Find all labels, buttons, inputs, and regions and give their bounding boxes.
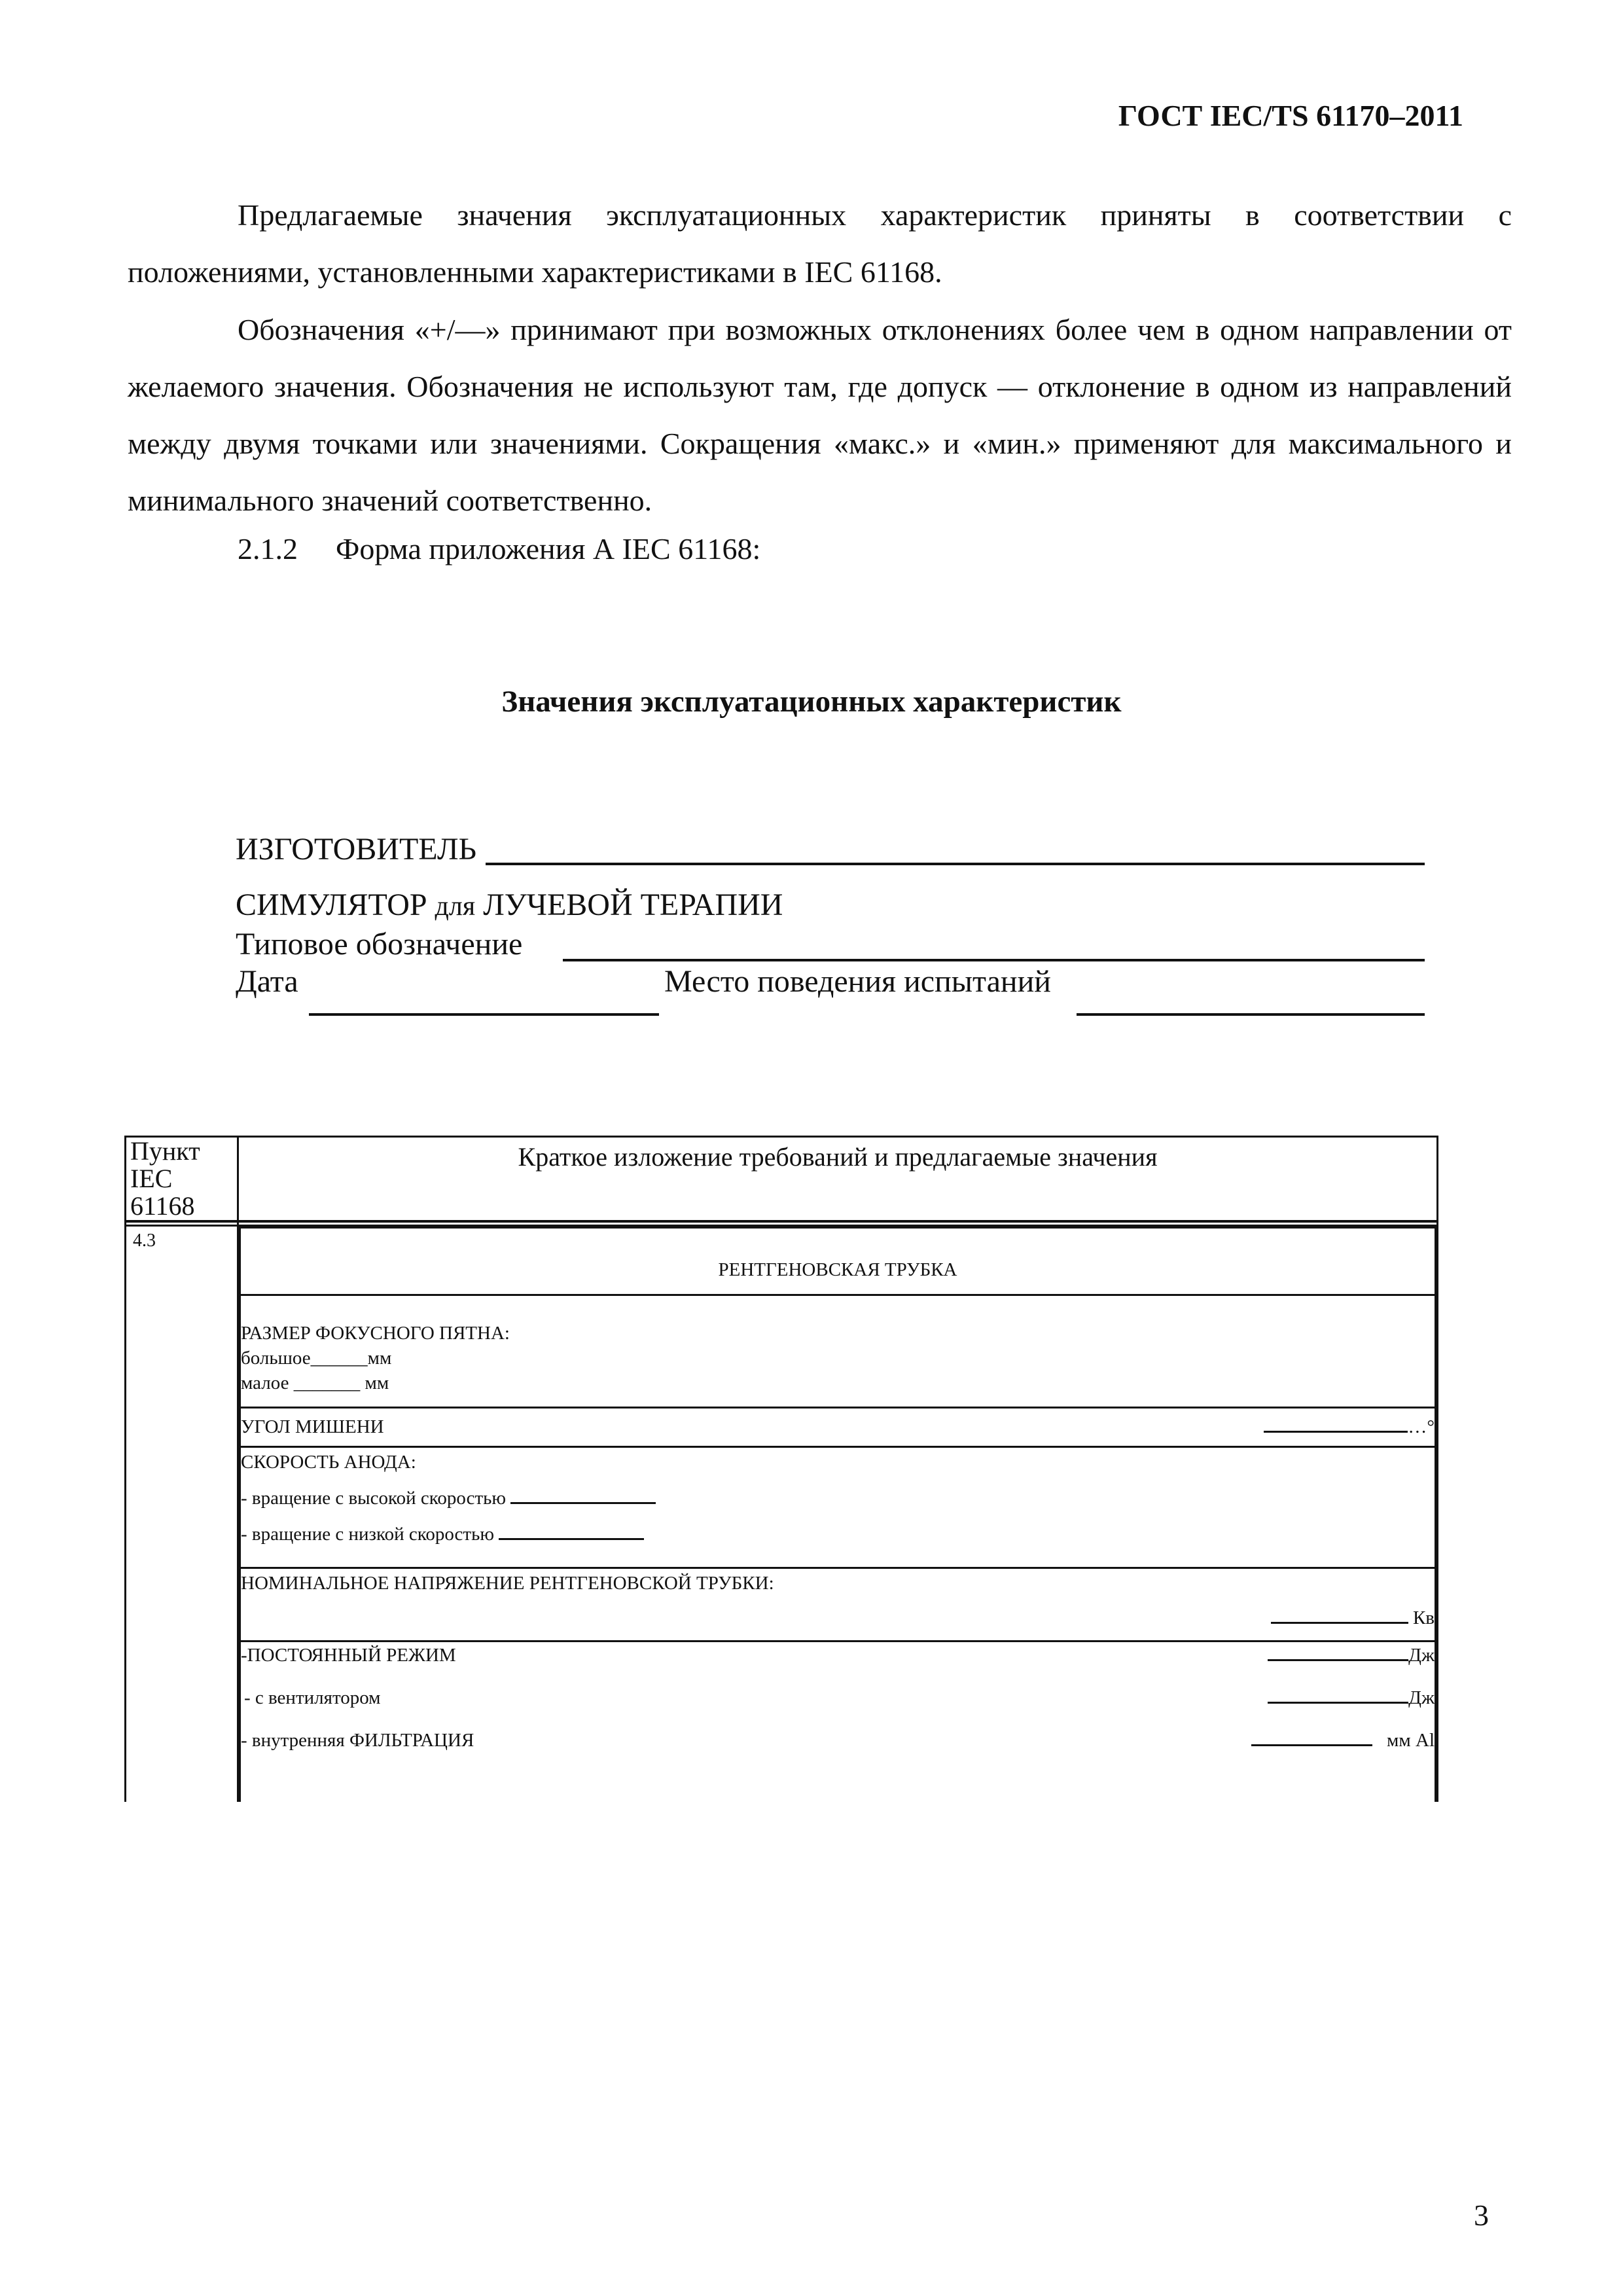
focal-spot-small[interactable]: малое _______ мм [241,1372,389,1393]
requirements-table [124,1136,1438,1802]
anode-high-label: - вращение с высокой скоростью [241,1487,507,1509]
voltage-unit: Кв [1412,1607,1435,1628]
anode-speed-label: СКОРОСТЬ АНОДА: [241,1451,416,1473]
continuous-mode-unit: Дж [1408,1644,1435,1666]
page-number: 3 [1474,2198,1489,2232]
nominal-voltage-value [241,1607,1435,1629]
section-4-3: 4.3 [133,1230,156,1251]
focal-spot-large[interactable]: большое______мм [241,1347,392,1369]
simulator-label-part3: ЛУЧЕВОЙ ТЕРАПИИ [483,888,783,922]
section-content [238,1225,1438,1802]
simulator-label-part2: для [435,891,476,922]
anode-high-row [241,1488,1435,1509]
focal-spot-row [240,1295,1436,1407]
continuous-mode-label: -ПОСТОЯННЫЙ РЕЖИМ [241,1644,456,1666]
nominal-voltage-field[interactable] [1271,1622,1408,1624]
with-fan-field[interactable] [1268,1702,1408,1704]
col-clause-header-line1: Пункт [130,1136,200,1166]
section-rows [239,1227,1436,1802]
section-heading [238,531,760,566]
col-clause-header [126,1137,238,1222]
target-angle-row [240,1407,1436,1446]
col-clause-header-line3: 61168 [130,1191,195,1221]
target-angle-unit: …° [1408,1416,1435,1437]
filtration-line [241,1730,1435,1751]
focal-spot-label: РАЗМЕР ФОКУСНОГО ПЯТНА: [241,1322,510,1344]
with-fan-unit: Дж [1408,1687,1435,1708]
simulator-label [236,887,783,923]
with-fan-label: - с вентилятором [244,1687,381,1708]
type-field[interactable] [563,959,1425,961]
filtration-unit: мм Al [1387,1729,1435,1751]
manufacturer-label: ИЗГОТОВИТЕЛЬ [236,832,477,867]
continuous-mode-field[interactable] [1268,1659,1408,1661]
with-fan-line [241,1687,1435,1709]
anode-low-field[interactable] [499,1538,644,1540]
section-cell [126,1225,238,1802]
simulator-label-part1: СИМУЛЯТОР [236,888,427,922]
document-code: ГОСТ IEC/TS 61170–2011 [1118,99,1463,132]
target-angle-field[interactable] [1264,1416,1435,1438]
section-title: Форма приложения А IEC 61168: [336,532,761,565]
manufacturer-field[interactable] [486,863,1425,865]
nominal-voltage-row [240,1568,1436,1641]
anode-speed-row [240,1446,1436,1568]
section-number: 2.1.2 [238,532,298,565]
anode-low-row [241,1524,1435,1545]
filtration-label: - внутренняя ФИЛЬТРАЦИЯ [241,1729,474,1751]
operating-mode-row [240,1641,1436,1802]
paragraph-1: Предлагаемые значения эксплуатационных характеристик приняты в соответствии с положениями, установленными характеристиками в IEC 61168. [128,198,1512,289]
date-field[interactable] [309,1013,659,1016]
nominal-voltage-label: НОМИНАЛЬНОЕ НАПРЯЖЕНИЕ РЕНТГЕНОВСКОЙ ТРУБКИ: [241,1572,774,1594]
type-label: Типовое обозначение [236,927,523,961]
col-clause-header-line2: IEC [130,1164,173,1193]
date-label: Дата [236,964,298,999]
paragraph-2: Обозначения «+/—» принимают при возможных отклонениях более чем в одном направлении от желаемого значения. Обозначения не используют там, где допуск — отклонение в одном из направлений между двумя точками или значениями. Сокращения «макс.» и «мин.» применяют для максимального и минимального значений соответственно. [128,313,1512,517]
anode-low-label: - вращение с низкой скоростью [241,1523,494,1545]
place-field[interactable] [1077,1013,1425,1016]
target-angle-label: УГОЛ МИШЕНИ [241,1416,384,1437]
anode-high-field[interactable] [510,1502,656,1504]
place-label: Место поведения испытаний [664,964,1051,999]
filtration-field[interactable] [1251,1744,1372,1746]
form-title: Значения эксплуатационных характеристик [501,685,1122,719]
continuous-mode-line [241,1645,1435,1666]
col-summary-header: Краткое изложение требований и предлагаемые значения [238,1137,1438,1222]
xray-tube-row: РЕНТГЕНОВСКАЯ ТРУБКА [240,1227,1436,1295]
